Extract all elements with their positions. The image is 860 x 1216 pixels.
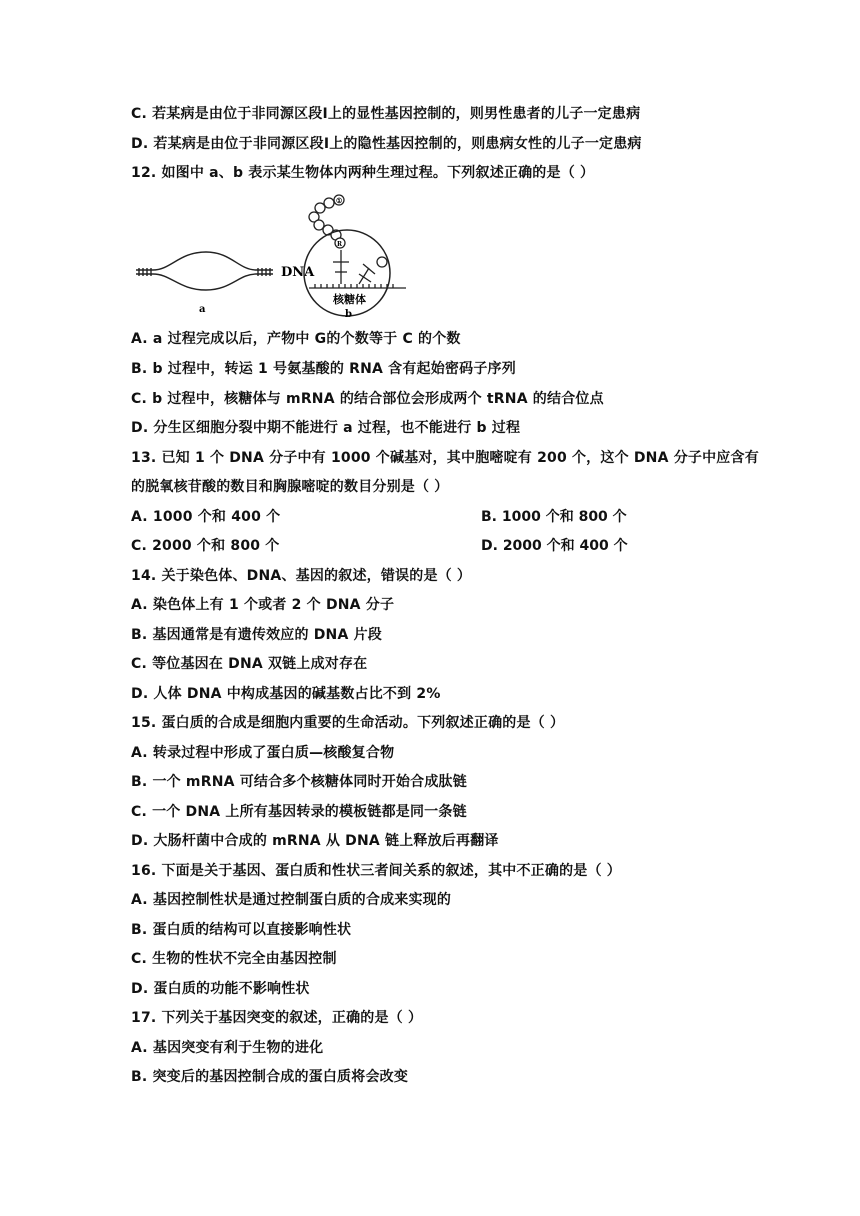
option-14c: C. 等位基因在 DNA 双链上成对存在 (131, 656, 368, 672)
option-12d: D. 分生区细胞分裂中期不能进行 a 过程，也不能进行 b 过程 (131, 420, 521, 436)
option-15d: D. 大肠杆菌中合成的 mRNA 从 DNA 链上释放后再翻译 (131, 833, 499, 849)
question-13-line1: 13. 已知 1 个 DNA 分子中有 1000 个碱基对，其中胞嘧啶有 200 个，这个 DNA 分子中应含有 (131, 450, 759, 466)
option-16d: D. 蛋白质的功能不影响性状 (131, 981, 310, 997)
figure-transcription-translation (131, 190, 421, 320)
question-17: 17. 下列关于基因突变的叙述，正确的是（ ） (131, 1010, 423, 1026)
option-14a: A. 染色体上有 1 个或者 2 个 DNA 分子 (131, 597, 395, 613)
label-a: a (199, 304, 206, 315)
option-13d: D. 2000 个和 400 个 (481, 538, 628, 554)
amino-acid-1-label: ① (336, 196, 343, 205)
option-13c: C. 2000 个和 800 个 (131, 538, 280, 554)
option-17a: A. 基因突变有利于生物的进化 (131, 1040, 324, 1056)
option-12b: B. b 过程中，转运 1 号氨基酸的 RNA 含有起始密码子序列 (131, 361, 516, 377)
option-15a: A. 转录过程中形成了蛋白质—核酸复合物 (131, 745, 395, 761)
dna-bubble-diagram (136, 252, 273, 290)
option-16b: B. 蛋白质的结构可以直接影响性状 (131, 922, 352, 938)
amino-acid-r-label: R (337, 241, 342, 248)
ribosome-label: 核糖体 (333, 293, 366, 306)
question-13-line2: 的脱氧核苷酸的数目和胸腺嘧啶的数目分别是（ ） (131, 479, 449, 495)
option-16a: A. 基因控制性状是通过控制蛋白质的合成来实现的 (131, 892, 452, 908)
option-12c: C. b 过程中，核糖体与 mRNA 的结合部位会形成两个 tRNA 的结合位点 (131, 391, 604, 407)
option-11d: D. 若某病是由位于非同源区段Ⅰ上的隐性基因控制的，则患病女性的儿子一定患病 (131, 136, 642, 152)
label-b: b (345, 309, 352, 320)
option-11c: C. 若某病是由位于非同源区段Ⅰ上的显性基因控制的，则男性患者的儿子一定患病 (131, 106, 641, 122)
incoming-amino-acid (377, 257, 387, 267)
figure-svg (131, 190, 421, 320)
question-14: 14. 关于染色体、DNA、基因的叙述，错误的是（ ） (131, 568, 472, 584)
question-12: 12. 如图中 a、b 表示某生物体内两种生理过程。下列叙述正确的是（ ） (131, 165, 595, 181)
question-15: 15. 蛋白质的合成是细胞内重要的生命活动。下列叙述正确的是（ ） (131, 715, 565, 731)
mrna-strand (309, 284, 406, 288)
option-13b: B. 1000 个和 800 个 (481, 509, 627, 525)
trna-molecules (333, 250, 375, 284)
option-14b: B. 基因通常是有遗传效应的 DNA 片段 (131, 627, 382, 643)
question-16: 16. 下面是关于基因、蛋白质和性状三者间关系的叙述，其中不正确的是（ ） (131, 863, 621, 879)
option-17b: B. 突变后的基因控制合成的蛋白质将会改变 (131, 1069, 409, 1085)
option-15c: C. 一个 DNA 上所有基因转录的模板链都是同一条链 (131, 804, 467, 820)
option-14d: D. 人体 DNA 中构成基因的碱基数占比不到 2% (131, 686, 441, 702)
dna-label: DNA (281, 265, 315, 280)
option-16c: C. 生物的性状不完全由基因控制 (131, 951, 337, 967)
option-13a: A. 1000 个和 400 个 (131, 509, 281, 525)
option-12a: A. a 过程完成以后，产物中 G的个数等于 C 的个数 (131, 331, 461, 347)
option-15b: B. 一个 mRNA 可结合多个核糖体同时开始合成肽链 (131, 774, 467, 790)
